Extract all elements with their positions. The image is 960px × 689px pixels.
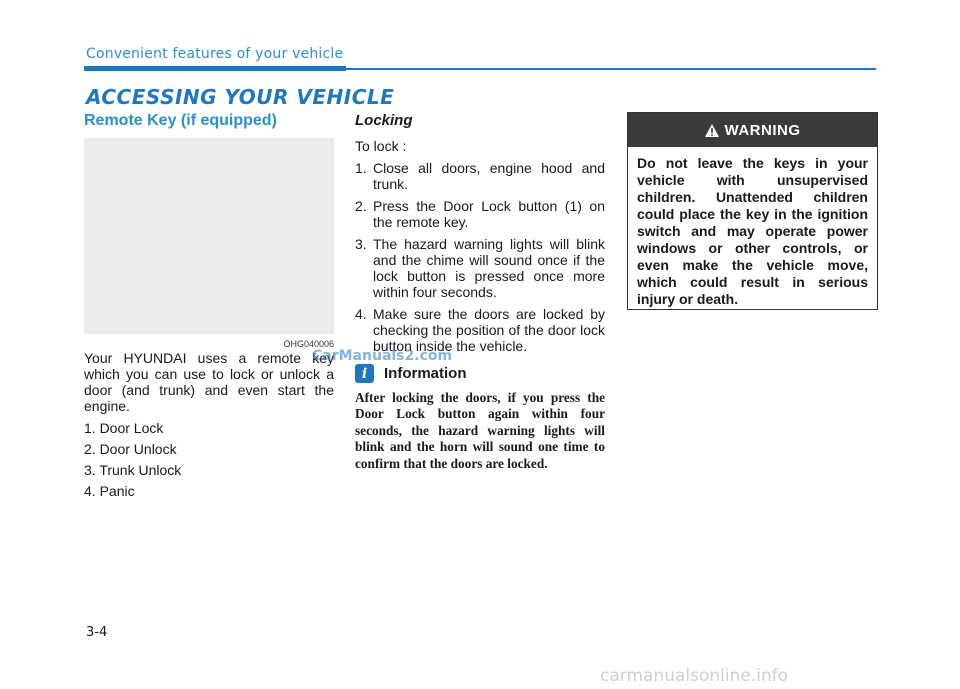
image-code: OHG040006	[283, 339, 334, 349]
step-text: Close all doors, engine hood and trunk.	[373, 160, 605, 192]
subheading-locking: Locking	[355, 112, 413, 129]
step-number: 2.	[355, 198, 367, 214]
to-lock-label: To lock :	[355, 138, 407, 154]
warning-box	[627, 112, 878, 310]
list-item	[355, 236, 605, 300]
information-body: After locking the doors, if you press the Door Lock button again within four seconds, the hazard warning lights will blink and the horn will sound one time to confirm that the doors are locked.	[355, 390, 605, 471]
information-label: Information	[384, 365, 467, 382]
step-number: 4.	[355, 306, 367, 322]
list-item	[355, 306, 605, 354]
step-text: The hazard warning lights will blink and the chime will sound once if the lock button is pressed once more within four seconds.	[373, 236, 605, 300]
page-number: 3-4	[86, 625, 108, 640]
information-heading	[355, 364, 467, 383]
warning-text: Do not leave the keys in your vehicle with unsupervised children. Unattended children could place the key in the ignition switch and may operate power windows or other controls, or even make the vehicle move, which could result in serious injury or death.	[637, 155, 868, 307]
middle-column	[355, 112, 605, 360]
step-number: 1.	[355, 160, 367, 176]
page-title: ACCESSING YOUR VEHICLE	[86, 85, 395, 109]
list-item: 4. Panic	[84, 483, 135, 499]
footer-watermark: carmanualsonline.info	[600, 666, 789, 686]
section-header: Convenient features of your vehicle	[86, 46, 344, 62]
info-icon: i	[355, 364, 374, 383]
step-text: Press the Door Lock button (1) on the remote key.	[373, 198, 605, 230]
warning-title: WARNING	[724, 121, 801, 139]
watermark: CarManuals2.com	[312, 348, 453, 364]
step-number: 3.	[355, 236, 367, 252]
list-item	[355, 160, 605, 192]
header-rule-thick	[84, 66, 346, 71]
warning-triangle-icon	[705, 124, 719, 137]
remote-key-image	[84, 138, 334, 349]
remote-key-intro: Your HYUNDAI uses a remote key which you can use to lock or unlock a door (and trunk) and even start the engine.	[84, 350, 334, 414]
list-item	[355, 198, 605, 230]
list-item: 3. Trunk Unlock	[84, 462, 182, 478]
left-column	[84, 112, 334, 504]
step-text: Make sure the doors are locked by checking the position of the door lock button inside the vehicle.	[373, 306, 605, 354]
subheading-remote-key: Remote Key (if equipped)	[84, 112, 277, 129]
list-item: 2. Door Unlock	[84, 441, 177, 457]
header-rule-thin	[346, 68, 876, 70]
warning-header	[628, 113, 877, 147]
locking-steps	[355, 160, 605, 354]
list-item: 1. Door Lock	[84, 420, 164, 436]
remote-button-list	[84, 420, 334, 499]
